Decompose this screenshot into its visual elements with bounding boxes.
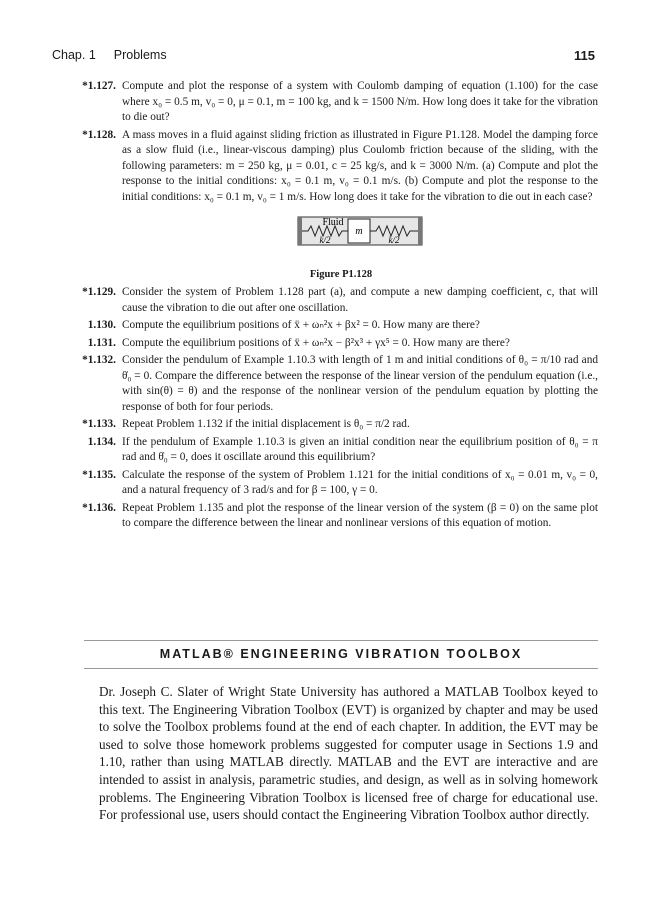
left-wall	[298, 217, 302, 245]
toolbox-paragraph: Dr. Joseph C. Slater of Wright State University has authored a MATLAB Toolbox keyed to this text. The Engineering Vibration Toolbox (EVT) is organized by chapter and may be used to solve the Toolbox problems found at the end of each chapter. In addition, the EVT may be used to solve those homework problems suggested for computer usage in Sections 1.9 and 1.10, rather than using MATLAB directly. MATLAB and the EVT are interactive and are intended to assist in analysis, parametric studies, and design, as well as in solving homework problems. The Engineering Vibration Toolbox is licensed free of charge for educational use. For professional use, users should contact the Engineering Vibration Toolbox author directly.	[99, 684, 598, 823]
problem-number: *1.136.	[82, 501, 116, 514]
problem-number: *1.132.	[82, 354, 116, 366]
spring-right-label: k/2	[388, 235, 400, 245]
problem-text: Compute and plot the response of a system with Coulomb damping of equation (1.100) for the case where x₀ = 0.5 m, v₀ = 0, μ = 0.1, m = 100 kg, and k = 1500 N/m. How long does it take for the vibration to die out?	[122, 80, 598, 123]
problem-1-132	[84, 353, 598, 415]
problem-1-127	[84, 79, 598, 126]
problem-number: 1.130.	[87, 319, 116, 331]
section-rule-top	[84, 640, 598, 641]
problem-text: Consider the pendulum of Example 1.10.3 with length of 1 m and initial conditions of θ₀ = π/10 rad and θ̇₀ = 0. Compare the difference between the response of the linear version of the pendulum equation (i.e., with sin(θ) = θ) and the response of the nonlinear version of the pendulum equation by plotting the response of both for four periods.	[122, 354, 598, 413]
right-wall	[418, 217, 422, 245]
figure-p1-128	[84, 211, 598, 283]
problem-number: *1.133.	[82, 418, 116, 430]
problem-1-135	[84, 468, 598, 499]
section-rule-bottom	[84, 668, 598, 669]
problem-1-130	[84, 318, 598, 334]
problem-number: 1.131.	[87, 336, 116, 349]
section-heading: MATLAB® ENGINEERING VIBRATION TOOLBOX	[159, 647, 523, 661]
problem-number: *1.129.	[82, 286, 116, 298]
problem-text: Repeat Problem 1.135 and plot the response of the linear version of the system (β = 0) on the same plot to compare the difference between the linear and nonlinear versions of this equation of motion.	[122, 501, 598, 529]
problem-text: Compute the equilibrium positions of ẍ + ωₙ²x − β²x³ + γx⁵ = 0. How many are there?	[122, 336, 510, 349]
problem-text: If the pendulum of Example 1.10.3 is given an initial condition near the equilibrium position of θ₀ = π rad and θ̇₀ = 0, does it oscillate around this equilibrium?	[122, 435, 598, 463]
problem-1-131	[84, 336, 598, 352]
problem-1-128	[84, 128, 598, 206]
section-label: Problems	[113, 48, 167, 62]
problem-1-134	[84, 435, 598, 466]
problem-text: Repeat Problem 1.132 if the initial displacement is θ₀ = π/2 rad.	[122, 418, 410, 430]
fluid-label: Fluid	[322, 217, 344, 228]
chapter-label: Chap. 1	[52, 48, 96, 62]
problem-text: Calculate the response of the system of Problem 1.121 for the initial conditions of x₀ = 0.01 m, v₀ = 0, and a natural frequency of 3 rad/s and for β = 100, γ = 0.	[122, 468, 598, 496]
problem-number: *1.135.	[82, 468, 116, 481]
problem-number: *1.128.	[82, 128, 116, 141]
problem-text: Consider the system of Problem 1.128 part (a), and compute a new damping coefficient, c, that will cause the vibration to die out after one oscillation.	[122, 286, 598, 314]
page-number: 115	[574, 48, 595, 63]
problem-1-136	[84, 501, 598, 532]
figure-caption: Figure P1.128	[309, 269, 373, 280]
problem-1-129	[84, 285, 598, 316]
problem-text: Compute the equilibrium positions of ẍ + ωₙ²x + βx² = 0. How many are there?	[122, 319, 480, 331]
spring-mass-diagram	[296, 211, 426, 251]
problem-number: 1.134.	[87, 435, 116, 448]
problem-number: *1.127.	[82, 80, 116, 92]
running-header	[52, 48, 167, 62]
spring-left-label: k/2	[319, 235, 331, 245]
problem-text: A mass moves in a fluid against sliding friction as illustrated in Figure P1.128. Model the damping force as a slow fluid (i.e., linear-viscous damping) plus Coulomb friction because of the sliding, with the following parameters: m = 250 kg, μ = 0.01, c = 25 kg/s, and k = 3000 N/m. (a) Compute and plot the response to the initial conditions: x₀ = 0.1 m, v₀ = 0.1 m/s. (b) Compute and plot the response to the initial conditions: x₀ = 0.1 m, v₀ = 1 m/s. How long does it take for the vibration to die out in each case?	[122, 128, 598, 203]
problem-list	[84, 79, 598, 534]
mass-label: m	[355, 226, 363, 237]
problem-1-133	[84, 417, 598, 433]
